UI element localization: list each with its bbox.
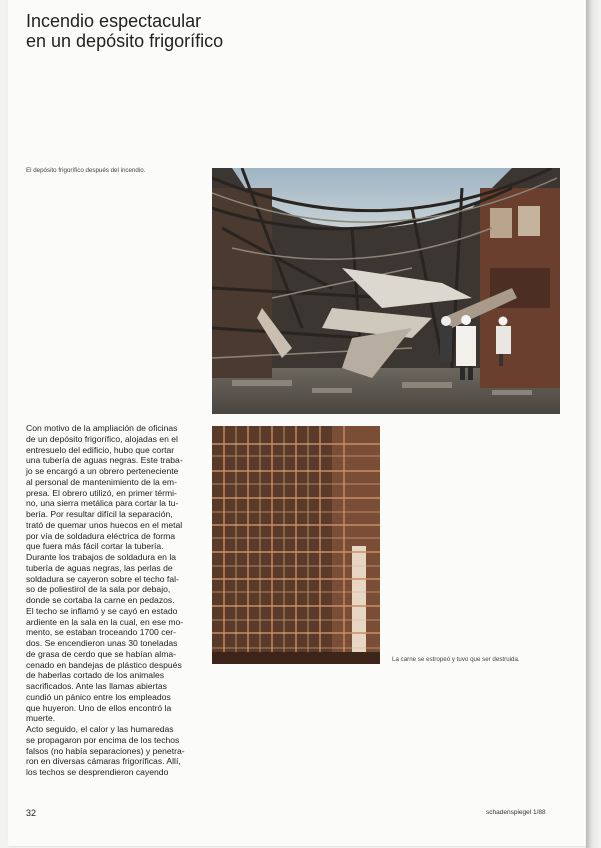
body-line: entresuelo del edificio, hubo que cortar bbox=[26, 444, 175, 455]
body-line: ron en diversas cámaras frigoríficas. Allí, bbox=[26, 756, 181, 767]
body-line: cenado en bandejas de plástico después bbox=[26, 659, 182, 670]
body-line: al personal de mantenimiento de la em- bbox=[26, 476, 177, 487]
caption-bottom-photo: La carne se estropeó y tuvo que ser destruida. bbox=[392, 656, 520, 663]
body-line: soldadura se cayeron sobre el techo fal- bbox=[26, 573, 179, 584]
body-line: tubería de aguas negras, las perlas de bbox=[26, 562, 173, 573]
body-line: jo se encargó a un obrero perteneciente bbox=[26, 466, 179, 476]
body-line: so de poliestirol de la sala por debajo, bbox=[26, 584, 171, 595]
body-line: bería. Por resultar difícil la separación, bbox=[26, 509, 173, 519]
article-title bbox=[26, 11, 356, 51]
body-line: trató de quemar unos huecos en el metal bbox=[26, 519, 183, 530]
body-line: donde se cortaba la carne en pedazos. bbox=[26, 595, 175, 605]
body-line: de un depósito frigorífico, alojadas en el bbox=[26, 433, 178, 444]
body-line: muerte. bbox=[26, 713, 56, 724]
body-line: de haberlas cortado de los animales bbox=[26, 670, 165, 681]
title-line-1: Incendio espectacular bbox=[26, 11, 202, 31]
body-line: ardiente en la sala en la cual, en ese mo- bbox=[26, 616, 184, 627]
body-line: Con motivo de la ampliación de oficinas bbox=[26, 423, 178, 433]
body-line: que huyeron. Uno de ellos encontró la bbox=[26, 702, 172, 713]
body-line: los techos se desprendieron cayendo bbox=[26, 767, 169, 777]
title-line-2: en un depósito frigorífico bbox=[26, 31, 224, 51]
body-line: que fuera más fácil cortar la tubería. bbox=[26, 541, 164, 552]
body-line: presa. El obrero utilizó, en primer térmi- bbox=[26, 487, 177, 498]
body-line: sacrificados. Ante las llamas abiertas bbox=[26, 681, 167, 691]
body-line: mento, se estaban troceando 1700 cer- bbox=[26, 627, 177, 638]
body-line: dos. Se encendieron unas 30 toneladas bbox=[26, 638, 178, 648]
body-line: por vía de soldadura eléctrica de forma bbox=[26, 530, 176, 541]
photo-collapsed-warehouse bbox=[212, 168, 560, 414]
body-line: una tubería de aguas negras. Este traba- bbox=[26, 455, 183, 466]
caption-top-photo: El depósito frigorífico después del incendio. bbox=[26, 167, 146, 174]
body-line: no, una sierra metálica para cortar la tu- bbox=[26, 498, 179, 509]
body-line: falsos (no había separaciones) y penetra- bbox=[26, 745, 185, 756]
body-line: Acto seguido, el calor y las humaredas bbox=[26, 724, 174, 734]
body-line: de grasa de cerdo que se habían alma- bbox=[26, 648, 177, 659]
body-line: El techo se inflamó y se cayó en estado bbox=[26, 605, 178, 616]
page-edge-shadow bbox=[586, 0, 601, 848]
body-line: se propagaron por encima de los techos bbox=[26, 734, 180, 745]
footer-publication: schadenspiegel 1/88 bbox=[486, 809, 546, 816]
article-body bbox=[26, 423, 198, 778]
body-line: Durante los trabajos de soldadura en la bbox=[26, 552, 177, 562]
page-number: 32 bbox=[26, 808, 37, 818]
body-line: cundió un pánico entre los empleados bbox=[26, 691, 171, 702]
photo-cold-room-racks bbox=[212, 426, 380, 664]
